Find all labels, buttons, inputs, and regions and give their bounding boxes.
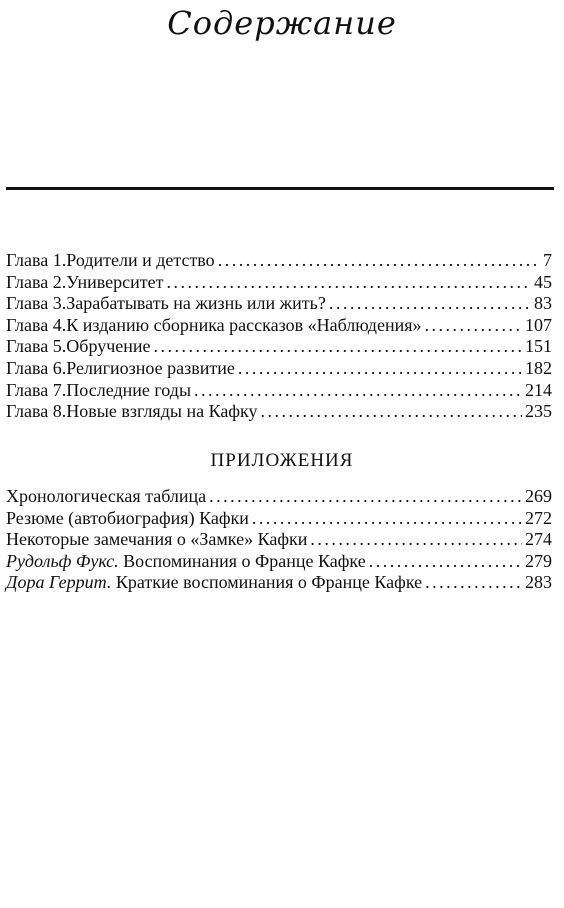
page-number: 274 [525,529,552,550]
toc-entry-chapter-8[interactable] [6,401,552,423]
appendix-title: Хронологическая таблица [6,486,207,506]
dot-leader [218,250,540,272]
chapter-title: Обручение [66,336,151,357]
dot-leader [425,572,522,594]
toc-entry-appendix-5[interactable] [6,572,552,594]
chapter-title: К изданию сборника рассказов «Наблюдения» [66,314,422,335]
chapter-list [6,250,552,423]
toc-entry-chapter-1[interactable] [6,250,552,272]
dot-leader [238,358,522,380]
appendix-title: Краткие воспоминания о Франце Кафке [115,572,423,593]
toc-entry-chapter-3[interactable] [6,293,552,315]
chapter-number: Глава 5. [6,336,67,357]
chapter-title: Университет [66,271,164,292]
chapter-title: Религиозное развитие [66,357,235,378]
dot-leader [209,486,522,508]
page-number: 214 [525,379,552,400]
toc-entry-appendix-3[interactable] [6,529,552,551]
toc-entry-chapter-6[interactable] [6,358,552,380]
page-number: 269 [525,486,552,506]
chapter-number: Глава 4. [6,314,67,335]
appendix-title: Некоторые замечания о «Замке» Кафки [6,529,308,550]
dot-leader [261,401,523,423]
chapter-title: Последние годы [66,379,192,400]
chapter-number: Глава 3. [6,293,67,314]
page-number: 151 [525,336,552,357]
toc-entry-appendix-2[interactable] [6,508,552,530]
toc-entry-appendix-4[interactable] [6,551,552,573]
page-number: 83 [534,293,552,314]
toc-entry-chapter-5[interactable] [6,336,552,358]
dot-leader [310,529,522,551]
appendix-author: Рудольф Фукс. [6,550,119,571]
page-number: 283 [525,572,552,593]
page-number: 235 [525,401,552,422]
appendix-title: Резюме (автобиография) Кафки [6,507,249,528]
chapter-number: Глава 8. [6,401,67,422]
page-number: 7 [543,250,552,270]
chapter-title: Родители и детство [66,250,215,270]
horizontal-divider [6,187,554,190]
dot-leader [154,336,523,358]
page-title: Содержание [167,4,397,42]
page-number: 45 [534,271,552,292]
chapter-number: Глава 1. [6,250,67,270]
chapter-title: Зарабатывать на жизнь или жить? [66,293,326,314]
toc-entry-chapter-4[interactable] [6,315,552,337]
appendix-entry [6,572,422,594]
dot-leader [166,272,531,294]
page-number: 107 [525,314,552,335]
appendix-author: Дора Геррит. [6,572,112,593]
dot-leader [194,380,522,402]
appendix-entry [6,551,366,573]
toc-entry-appendix-1[interactable] [6,486,552,508]
toc-entry-chapter-7[interactable] [6,380,552,402]
page-number: 272 [525,507,552,528]
appendix-title: Воспоминания о Франце Кафке [123,550,366,571]
chapter-title: Новые взгляды на Кафку [66,401,258,422]
dot-leader [329,293,531,315]
dot-leader [425,315,523,337]
dot-leader [252,508,522,530]
appendix-heading: ПРИЛОЖЕНИЯ [210,450,354,471]
page-number: 182 [525,357,552,378]
chapter-number: Глава 7. [6,379,67,400]
chapter-number: Глава 2. [6,271,67,292]
appendix-list [6,486,552,594]
chapter-number: Глава 6. [6,357,67,378]
toc-entry-chapter-2[interactable] [6,272,552,294]
dot-leader [369,551,522,573]
page-number: 279 [525,550,552,571]
